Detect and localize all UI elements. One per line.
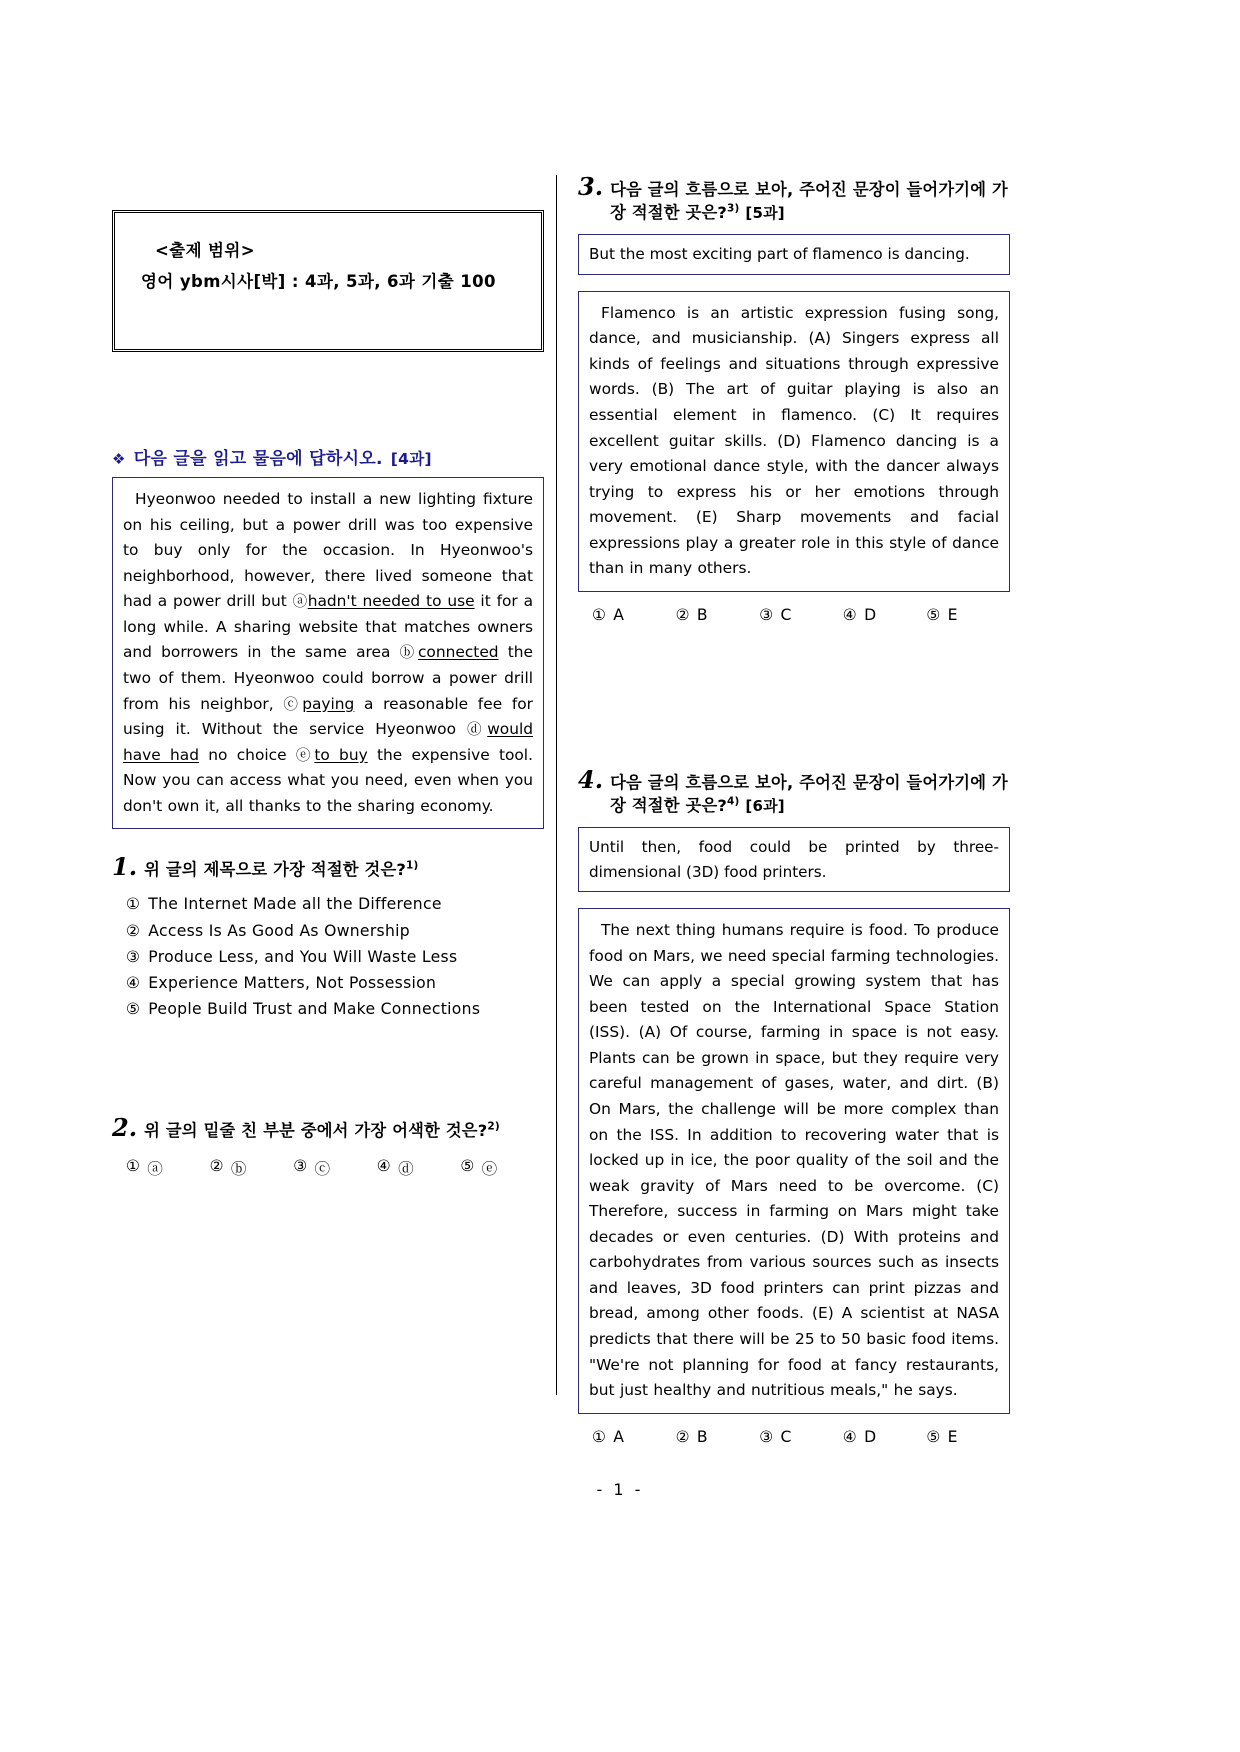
choice-marker: ⑤ bbox=[926, 1427, 941, 1446]
question-1-number: 1. bbox=[112, 852, 138, 882]
question-2-text bbox=[144, 1119, 500, 1142]
choice-item[interactable] bbox=[377, 1157, 461, 1179]
question-4-given-sentence: Until then, food could be printed by three-dimensional (3D) food printers. bbox=[589, 838, 999, 881]
choice-marker: ③ bbox=[126, 947, 141, 966]
choice-label: Experience Matters, Not Possession bbox=[148, 974, 437, 993]
choice-item[interactable] bbox=[759, 606, 843, 624]
passage-text-run: the expensive tool. Now you can access what you need, even when you don't own it, all thanks to the sharing economy. bbox=[123, 745, 533, 815]
right-spacer-mid-2 bbox=[578, 716, 1010, 742]
choice-marker: ④ bbox=[376, 1156, 392, 1175]
question-4-passage-box bbox=[578, 908, 1010, 1414]
choice-marker: ⑤ bbox=[460, 1156, 475, 1175]
choice-item[interactable] bbox=[843, 606, 927, 624]
choice-item[interactable] bbox=[126, 996, 544, 1022]
question-3-header bbox=[578, 172, 1010, 224]
circled-letter-marker: ⓑ bbox=[399, 644, 418, 662]
question-4-lesson: [6과] bbox=[745, 797, 785, 816]
left-spacer-top bbox=[112, 352, 544, 444]
underlined-phrase: hadn't needed to use bbox=[307, 592, 475, 611]
exam-scope-box bbox=[112, 210, 544, 352]
choice-marker: ② bbox=[209, 1156, 224, 1175]
question-3-given-sentence: But the most exciting part of flamenco is dancing. bbox=[589, 245, 970, 264]
question-3-given-sentence-box bbox=[578, 234, 1010, 274]
question-4-header bbox=[578, 764, 1010, 817]
choice-item[interactable] bbox=[460, 1157, 544, 1179]
question-2 bbox=[112, 1113, 544, 1178]
choice-item[interactable] bbox=[926, 606, 1010, 624]
circled-letter-marker: ⓒ bbox=[283, 695, 303, 713]
passage-text-run: the two of them. Hyeonwoo could borrow a power drill from his neighbor, bbox=[123, 643, 533, 713]
passage-text-run: it for a long while. A sharing website that matches owners and borrowers in the same area bbox=[123, 592, 533, 662]
circled-letter-marker: ⓐ bbox=[292, 593, 308, 611]
choice-label: C bbox=[780, 605, 792, 624]
diamond-bullet-icon: ❖ bbox=[112, 450, 126, 468]
choice-marker: ① bbox=[592, 605, 607, 624]
question-1-superscript: 1) bbox=[406, 859, 419, 872]
choice-item[interactable] bbox=[126, 918, 544, 944]
question-4-text bbox=[610, 771, 1010, 817]
question-4-passage: The next thing humans require is food. To produce food on Mars, we need special farming technologies. We can apply a special growing system that has been tested on the International Space Station (ISS). (A) Of course, farming in space is not easy. Plants can be grown in space, but they require very careful management of gases, water, and dirt. (B) On Mars, the challenge will be more complex than on the ISS. In addition to recovering water that is locked up in ice, the poor quality of the soil and the weak gravity of Mars need to be overcome. (C) Therefore, success in farming on Mars might take decades or even centuries. (D) With proteins and carbohydrates from various sources such as insects and leaves, 3D food printers can print pizzas and bread, among other foods. (E) A scientist at NASA predicts that there will be 25 to 50 basic food items. "We're not planning for food at fancy restaurants, but just healthy and nutritious meals," he says. bbox=[589, 921, 999, 1400]
choice-label: B bbox=[696, 1427, 708, 1446]
choice-label: E bbox=[947, 605, 958, 624]
question-3-text bbox=[610, 178, 1010, 224]
question-3-number: 3. bbox=[578, 172, 604, 201]
reading-directive-lesson: [4과] bbox=[390, 450, 432, 468]
choice-item[interactable] bbox=[126, 891, 544, 917]
choice-marker: ④ bbox=[126, 974, 141, 993]
choice-marker: ③ bbox=[293, 1156, 308, 1175]
choice-item[interactable] bbox=[759, 1428, 843, 1446]
question-2-choices bbox=[126, 1157, 544, 1179]
right-spacer-mid bbox=[578, 624, 1010, 716]
choice-item[interactable] bbox=[676, 606, 760, 624]
choice-marker: ② bbox=[675, 1427, 690, 1446]
question-3-superscript: 3) bbox=[727, 202, 740, 215]
question-2-prompt: 위 글의 밑줄 친 부분 중에서 가장 어색한 것은? bbox=[144, 1121, 488, 1141]
choice-label: D bbox=[864, 1427, 877, 1446]
question-4-given-sentence-box bbox=[578, 827, 1010, 892]
choice-marker: ① bbox=[126, 895, 141, 914]
question-3-prompt: 다음 글의 흐름으로 보아, 주어진 문장이 들어가기에 가장 적절한 곳은? bbox=[610, 180, 1008, 223]
left-spacer-mid bbox=[112, 1032, 544, 1090]
question-4 bbox=[578, 764, 1010, 817]
passage-box-main bbox=[112, 477, 544, 829]
choice-marker: ② bbox=[126, 921, 141, 940]
question-4-choices bbox=[592, 1428, 1010, 1446]
choice-item[interactable] bbox=[210, 1157, 294, 1179]
question-4-superscript: 4) bbox=[727, 795, 740, 808]
scope-title: <출제 범위> bbox=[155, 241, 255, 260]
choice-item[interactable] bbox=[676, 1428, 760, 1446]
choice-marker: ⑤ bbox=[926, 605, 941, 624]
question-4-number: 4. bbox=[578, 764, 604, 794]
choice-marker: ⑤ bbox=[126, 1000, 141, 1019]
choice-item[interactable] bbox=[126, 944, 544, 970]
choice-item[interactable] bbox=[843, 1428, 927, 1446]
passage-text-run: a reasonable fee for using it. Without the service Hyeonwoo bbox=[123, 694, 533, 739]
choice-label: A bbox=[613, 605, 625, 624]
choice-label: The Internet Made all the Difference bbox=[148, 895, 442, 914]
question-3 bbox=[578, 172, 1010, 224]
choice-marker: ① bbox=[126, 1156, 141, 1175]
choice-marker: ③ bbox=[759, 605, 774, 624]
choice-item[interactable] bbox=[592, 606, 676, 624]
right-column bbox=[578, 172, 1010, 1446]
choice-label: E bbox=[947, 1427, 958, 1446]
choice-label: B bbox=[696, 605, 708, 624]
choice-label: ⓒ bbox=[314, 1159, 331, 1178]
choice-marker: ② bbox=[675, 605, 690, 624]
column-divider bbox=[556, 175, 557, 1395]
underlined-phrase: to buy bbox=[314, 745, 368, 764]
choice-label: Access Is As Good As Ownership bbox=[148, 921, 410, 940]
choice-item[interactable] bbox=[592, 1428, 676, 1446]
choice-marker: ④ bbox=[842, 1427, 858, 1446]
underlined-phrase: would have had bbox=[123, 720, 533, 764]
choice-item[interactable] bbox=[293, 1157, 377, 1179]
question-2-superscript: 2) bbox=[487, 1120, 500, 1133]
scope-detail: 영어 ybm시사[박] : 4과, 5과, 6과 기출 100 bbox=[141, 272, 496, 292]
page-footer: - 1 - bbox=[596, 1480, 644, 1499]
question-3-passage-box bbox=[578, 291, 1010, 592]
passage-text-run: Hyeonwoo needed to install a new lighting fixture on his ceiling, but a power drill was too expensive to buy only for the occasion. In Hyeonwoo's neighborhood, however, there lived someone that had a power drill but bbox=[123, 490, 533, 611]
question-2-header bbox=[112, 1113, 544, 1143]
question-3-lesson: [5과] bbox=[745, 204, 785, 223]
passage-main-text bbox=[123, 487, 533, 819]
underlined-phrase: paying bbox=[302, 694, 355, 713]
underlined-phrase: connected bbox=[417, 643, 499, 662]
choice-marker: ① bbox=[592, 1427, 607, 1446]
choice-label: People Build Trust and Make Connections bbox=[148, 1000, 481, 1019]
question-3-passage: Flamenco is an artistic expression fusing song, dance, and musicianship. (A) Singers express all kinds of feelings and situations through expressive words. (B) The art of guitar playing is also an essential element in flamenco. (C) It requires excellent guitar skills. (D) Flamenco dancing is a very emotional dance style, with the dancer always trying to express his or her emotions through movement. (E) Sharp movements and facial expressions play a greater role in this style of dance than in many others. bbox=[589, 303, 999, 578]
choice-item[interactable] bbox=[126, 970, 544, 996]
question-2-number: 2. bbox=[112, 1113, 138, 1143]
question-1-choices bbox=[126, 891, 544, 1022]
reading-directive bbox=[112, 444, 544, 469]
choice-label: Produce Less, and You Will Waste Less bbox=[148, 947, 458, 966]
choice-item[interactable] bbox=[126, 1157, 210, 1179]
choice-label: ⓔ bbox=[481, 1159, 498, 1178]
question-4-prompt: 다음 글의 흐름으로 보아, 주어진 문장이 들어가기에 가장 적절한 곳은? bbox=[610, 772, 1008, 816]
question-3-choices bbox=[592, 606, 1010, 624]
question-1-text bbox=[144, 858, 419, 881]
question-1 bbox=[112, 852, 544, 1022]
reading-directive-text: 다음 글을 읽고 물음에 답하시오. bbox=[133, 449, 383, 469]
choice-label: ⓐ bbox=[147, 1159, 164, 1178]
left-column bbox=[112, 175, 544, 1189]
circled-letter-marker: ⓓ bbox=[466, 721, 488, 739]
passage-text-run: no choice bbox=[199, 745, 296, 764]
choice-label: A bbox=[613, 1427, 625, 1446]
choice-label: ⓑ bbox=[230, 1159, 247, 1178]
choice-label: ⓓ bbox=[398, 1159, 414, 1178]
circled-letter-marker: ⓔ bbox=[295, 746, 315, 764]
choice-label: C bbox=[780, 1427, 792, 1446]
question-1-prompt: 위 글의 제목으로 가장 적절한 것은? bbox=[144, 860, 407, 880]
choice-label: D bbox=[864, 605, 877, 624]
choice-marker: ③ bbox=[759, 1427, 774, 1446]
question-1-header bbox=[112, 852, 544, 882]
choice-item[interactable] bbox=[926, 1428, 1010, 1446]
choice-marker: ④ bbox=[842, 605, 858, 624]
